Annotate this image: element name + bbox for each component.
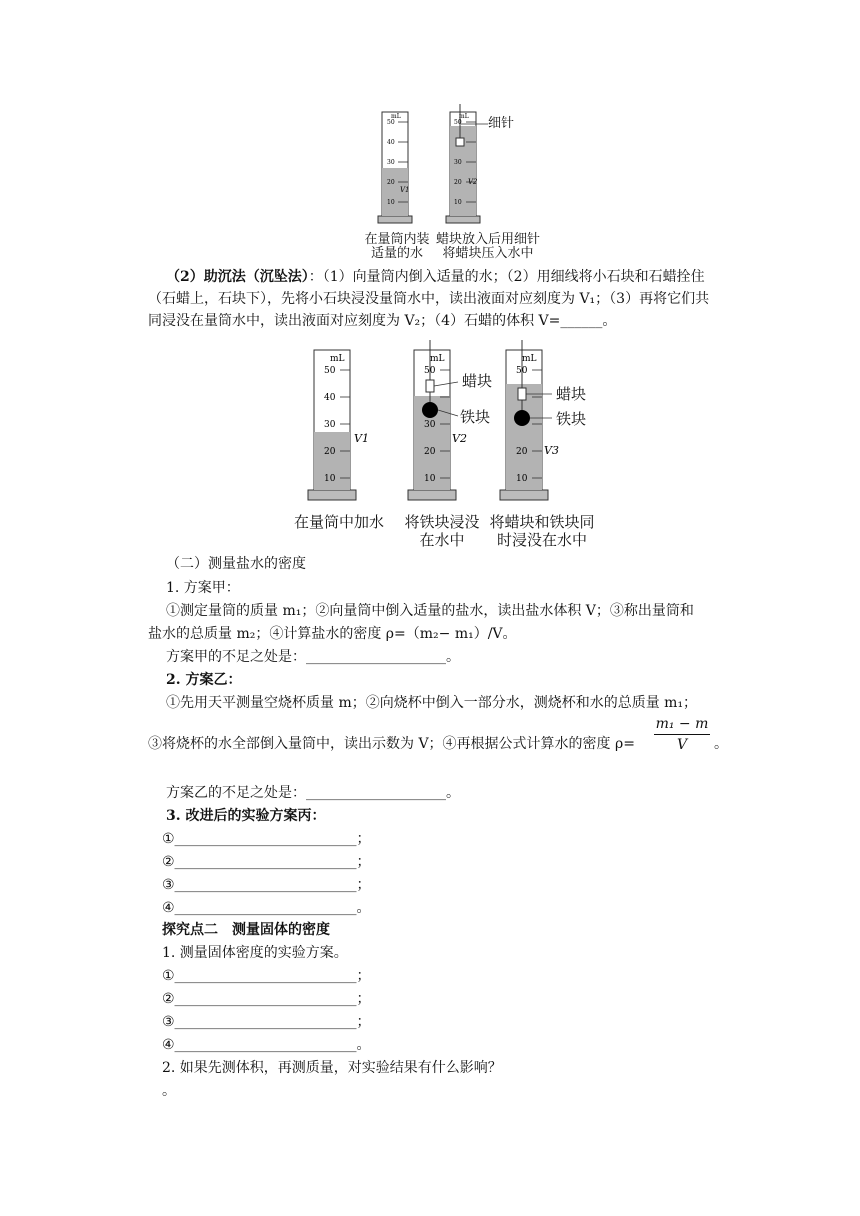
svg-text:20: 20 <box>454 179 462 186</box>
cylinder-c <box>500 340 559 500</box>
figure2-caption-2: 将铁块浸没 在水中 <box>404 513 480 549</box>
svg-text:mL: mL <box>330 354 345 364</box>
plan-b-line2: ③将烧杯的水全部倒入量筒中，读出示数为 V；④再根据公式计算水的密度 ρ= <box>148 736 635 752</box>
svg-text:40: 40 <box>324 393 336 403</box>
iron-block <box>514 410 530 426</box>
label-v1: V1 <box>354 432 369 445</box>
section2-q2-answer[interactable]: 。 <box>162 1083 176 1099</box>
section2-q2: 2. 如果先测体积，再测质量，对实验结果有什么影响？ <box>162 1060 502 1076</box>
wax-block <box>456 138 464 146</box>
svg-text:50: 50 <box>424 366 436 376</box>
fraction-numerator: m₁ − m <box>655 716 709 732</box>
solid-density-section <box>148 920 738 1100</box>
svg-text:30: 30 <box>454 159 462 166</box>
plan-c-item-4[interactable]: ④__________________________。 <box>162 900 371 916</box>
svg-text:20: 20 <box>324 447 336 457</box>
saltwater-section <box>148 554 738 914</box>
tick-10: 10 <box>387 199 395 206</box>
svg-text:50: 50 <box>454 119 462 126</box>
svg-text:10: 10 <box>454 199 462 206</box>
svg-text:50: 50 <box>516 366 528 376</box>
section2-item-3[interactable]: ③__________________________； <box>162 1014 371 1030</box>
figure-wax-needle <box>370 104 490 230</box>
svg-text:10: 10 <box>324 474 336 484</box>
figure1-caption-1: 在量筒内装 适量的水 <box>364 232 430 261</box>
wax-label-c: 蜡块 <box>556 385 587 403</box>
label-v2: V2 <box>468 178 478 186</box>
density-fraction <box>652 714 712 755</box>
svg-text:20: 20 <box>424 447 436 457</box>
cylinder-1 <box>378 112 412 223</box>
saltwater-heading: （二）测量盐水的密度 <box>166 556 306 572</box>
plan-a-line1: ①测定量筒的质量 m₁；②向量筒中倒入适量的盐水，读出盐水体积 V；③称出量筒和 <box>166 603 694 619</box>
plan-a-title: 1. 方案甲： <box>166 580 240 596</box>
iron-block <box>422 402 438 418</box>
figure-sinker-method <box>300 340 590 512</box>
plan-a-flaw: 方案甲的不足之处是：____________________。 <box>166 649 460 665</box>
cylinder-2 <box>446 104 488 223</box>
figure1-caption-2: 蜡块放入后用细针 将蜡块压入水中 <box>436 232 541 261</box>
method2-paragraph: （2）助沉法（沉坠法）：（1）向量筒内倒入适量的水；（2）用细线将小石块和石蜡拴住 （石蜡上，石块下），先将小石块浸没量筒水中，读出液面对应刻度为 V₁；（3）再将它们共 同浸没在量筒水中，读出液面对应刻度为 V₂；（4）石蜡的体积 V=______。 <box>148 269 710 329</box>
wax-label-b: 蜡块 <box>462 372 493 390</box>
svg-text:mL: mL <box>459 113 469 120</box>
svg-text:10: 10 <box>424 474 436 484</box>
iron-label-b: 铁块 <box>460 408 491 426</box>
cylinder-a <box>308 350 369 500</box>
plan-c-item-3[interactable]: ③__________________________； <box>162 877 371 893</box>
wax-block <box>426 380 434 392</box>
plan-c-item-1[interactable]: ①__________________________； <box>162 831 371 847</box>
fraction-denominator: V <box>676 737 688 753</box>
svg-text:30: 30 <box>424 420 436 430</box>
plan-b-flaw: 方案乙的不足之处是：____________________。 <box>166 785 460 801</box>
section2-item-1[interactable]: ①__________________________； <box>162 968 371 984</box>
plan-c-item-2[interactable]: ②__________________________； <box>162 854 371 870</box>
svg-text:mL: mL <box>522 354 537 364</box>
svg-text:30: 30 <box>324 420 336 430</box>
needle-label: 细针 <box>488 116 515 131</box>
plan-b-line1: ①先用天平测量空烧杯质量 m；②向烧杯中倒入一部分水，测烧杯和水的总质量 m₁； <box>166 695 698 711</box>
svg-text:50: 50 <box>324 366 336 376</box>
fraction-end: 。 <box>714 736 728 752</box>
label-v3: V3 <box>544 444 559 457</box>
wax-block <box>518 388 526 400</box>
section2-q1: 1. 测量固体密度的实验方案。 <box>162 945 348 961</box>
tick-20: 20 <box>387 179 395 186</box>
iron-label-c: 铁块 <box>556 410 587 428</box>
plan-b-title: 2. 方案乙： <box>166 672 242 688</box>
figure2-caption-3: 将蜡块和铁块同 时浸没在水中 <box>489 513 595 549</box>
plan-a-line2: 盐水的总质量 m₂；④计算盐水的密度 ρ=（m₂− m₁）/V。 <box>148 626 517 642</box>
plan-c-title: 3. 改进后的实验方案丙： <box>166 808 326 824</box>
svg-text:10: 10 <box>516 474 528 484</box>
unit-label: mL <box>391 113 401 120</box>
section2-item-2[interactable]: ②__________________________； <box>162 991 371 1007</box>
section2-item-4[interactable]: ④__________________________。 <box>162 1037 371 1053</box>
svg-text:20: 20 <box>516 447 528 457</box>
label-v2: V2 <box>452 432 467 445</box>
tick-30: 30 <box>387 159 395 166</box>
cylinder-b <box>408 340 467 500</box>
section2-heading: 探究点二 测量固体的密度 <box>162 922 330 938</box>
tick-40: 40 <box>387 139 395 146</box>
figure2-caption-1: 在量筒中加水 <box>294 513 385 531</box>
label-v1: V1 <box>400 186 410 194</box>
tick-50: 50 <box>387 119 395 126</box>
svg-text:mL: mL <box>430 354 445 364</box>
